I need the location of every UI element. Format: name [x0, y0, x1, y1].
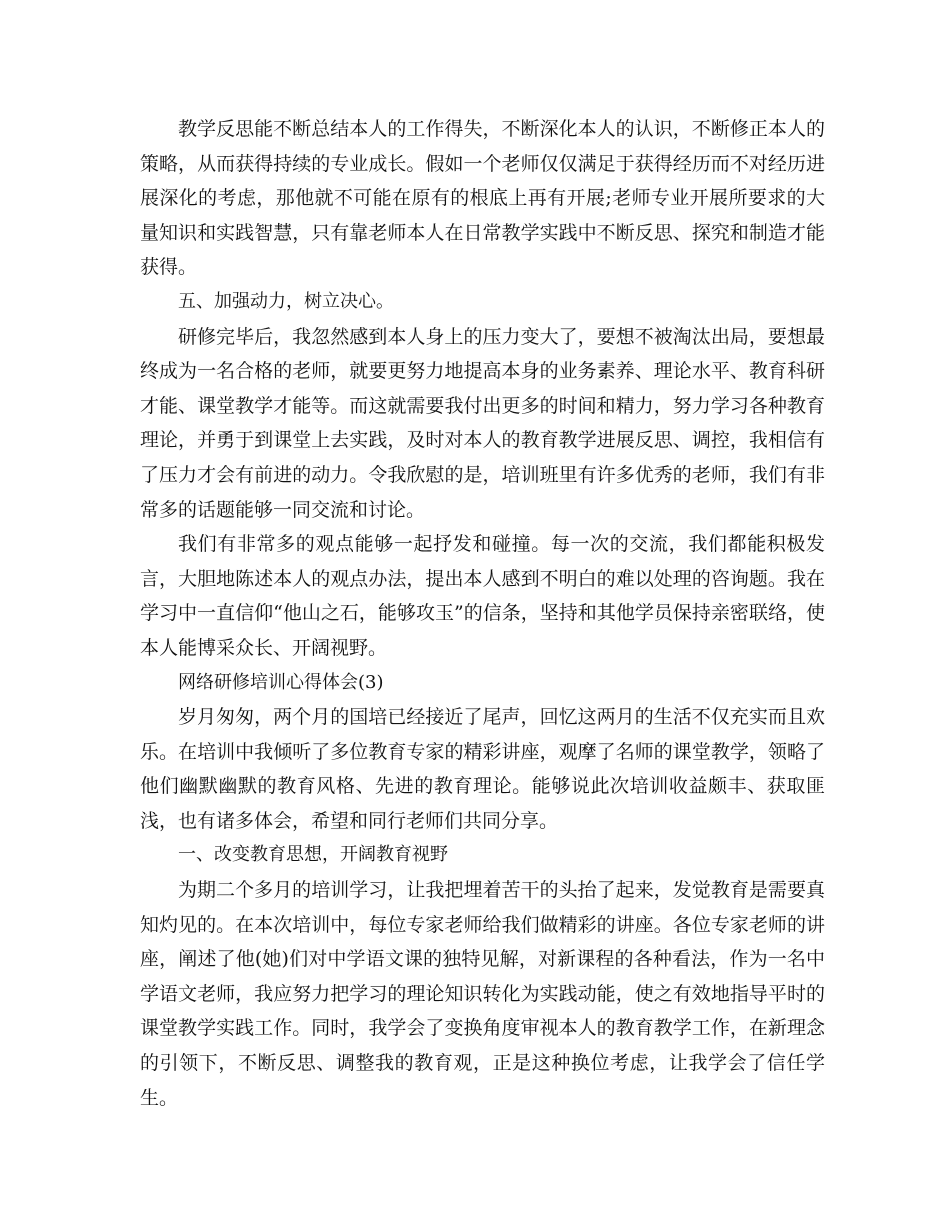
- heading-essay-three: 网络研修培训心得体会(3): [178, 671, 384, 693]
- paragraph-study: 为期二个多月的培训学习，让我把埋着苦干的头抬了起来，发觉教育是需要真知灼见的。在本次培训中，每位专家老师给我们做精彩的讲座。各位专家老师的讲座，阐述了他(她)们对中学语文课的独特见解，对新课程的各种看法，作为一名中学语文老师，我应努力把学习的理论知识转化为实践动能，使之有效地指导平时的课堂教学实践工作。同时，我学会了变换角度审视本人的教育教学工作，在新理念的引领下，不断反思、调整我的教育观，正是这种换位考虑，让我学会了信任学生。: [140, 879, 825, 1109]
- document-page: [140, 112, 825, 1115]
- heading-section-one: 一、改变教育思想，开阔教育视野: [178, 844, 448, 866]
- paragraph-reflection: 教学反思能不断总结本人的工作得失，不断深化本人的认识，不断修正本人的策略，从而获得持续的专业成长。假如一个老师仅仅满足于获得经历而不对经历进展深化的考虑，那他就不可能在原有的根底上再有开展;老师专业开展所要求的大量知识和实践智慧，只有靠老师本人在日常教学实践中不断反思、探究和制造才能获得。: [140, 118, 825, 279]
- paragraph-exchange: 我们有非常多的观点能够一起抒发和碰撞。每一次的交流，我们都能积极发言，大胆地陈述本人的观点办法，提出本人感到不明白的难以处理的咨询题。我在学习中一直信仰“他山之石，能够攻玉”的信条，坚持和其他学员保持亲密联络，使本人能博采众长、开阔视野。: [140, 533, 825, 659]
- paragraph-training-summary: 岁月匆匆，两个月的国培已经接近了尾声，回忆这两月的生活不仅充实而且欢乐。在培训中我倾听了多位教育专家的精彩讲座，观摩了名师的课堂教学，领略了他们幽默幽默的教育风格、先进的教育理论。能够说此次培训收益颇丰、获取匪浅，也有诸多体会，希望和同行老师们共同分享。: [140, 706, 825, 832]
- heading-section-five: 五、加强动力，树立决心。: [178, 290, 394, 312]
- paragraph-pressure: 研修完毕后，我忽然感到本人身上的压力变大了，要想不被淘汰出局，要想最终成为一名合格的老师，就要更努力地提高本身的业务素养、理论水平、教育科研才能、课堂教学才能等。而这就需要我付出更多的时间和精力，努力学习各种教育理论，并勇于到课堂上去实践，及时对本人的教育教学进展反思、调控，我相信有了压力才会有前进的动力。令我欣慰的是，培训班里有许多优秀的老师，我们有非常多的话题能够一同交流和讨论。: [140, 325, 825, 521]
